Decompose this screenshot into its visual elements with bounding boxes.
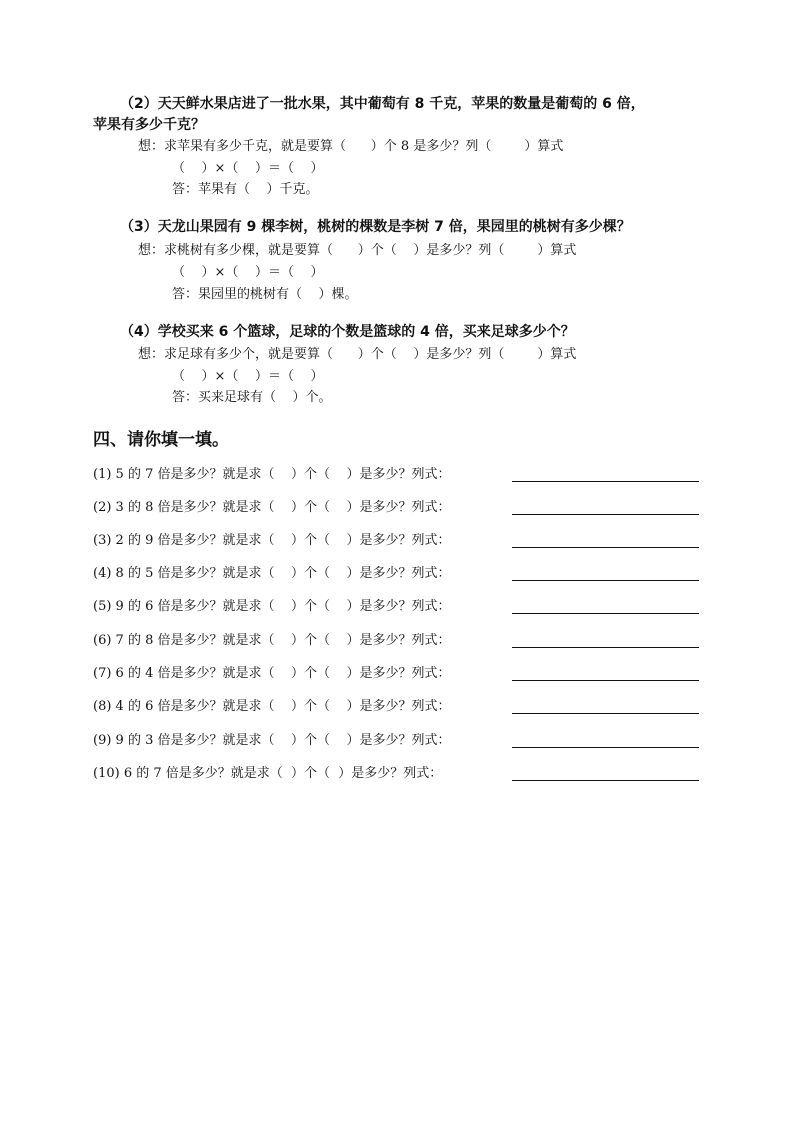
answer-blank[interactable] (512, 780, 699, 781)
q2-title-line1: （2）天天鲜水果店进了一批水果，其中葡萄有 8 千克，苹果的数量是葡萄的 6 倍， (120, 96, 645, 112)
q3-formula: （ ）×（ ）＝（ ） (172, 265, 324, 280)
fill-item: (8) 4 的 6 倍是多少？就是求（ ）个（ ）是多少？列式： (93, 699, 451, 714)
q3-title-line1: （3）天龙山果园有 9 棵李树，桃树的棵数是李树 7 倍，果园里的桃树有多少棵？ (120, 219, 631, 235)
fill-item: (7) 6 的 4 倍是多少？就是求（ ）个（ ）是多少？列式： (93, 666, 451, 681)
q2-think: 想：求苹果有多少千克，就是要算（ ）个 8 是多少？列（ ）算式 (138, 139, 564, 154)
fill-item: (2) 3 的 8 倍是多少？就是求（ ）个（ ）是多少？列式： (93, 500, 451, 515)
answer-blank[interactable] (512, 580, 699, 581)
fill-item: (10) 6 的 7 倍是多少？就是求（ ）个（ ）是多少？列式： (93, 766, 443, 781)
q4-answer: 答：买来足球有（ ）个。 (172, 390, 332, 405)
fill-item: (1) 5 的 7 倍是多少？就是求（ ）个（ ）是多少？列式： (93, 467, 451, 482)
answer-blank[interactable] (512, 713, 699, 714)
answer-blank[interactable] (512, 547, 699, 548)
fill-item: (9) 9 的 3 倍是多少？就是求（ ）个（ ）是多少？列式： (93, 733, 451, 748)
answer-blank[interactable] (512, 680, 699, 681)
q3-think: 想：求桃树有多少棵，就是要算（ ）个（ ）是多少？列（ ）算式 (138, 243, 577, 258)
q2-formula: （ ）×（ ）＝（ ） (172, 161, 324, 176)
answer-blank[interactable] (512, 647, 699, 648)
q4-think: 想：求足球有多少个，就是要算（ ）个（ ）是多少？列（ ）算式 (138, 347, 577, 362)
section4-title: 四、请你填一填。 (93, 430, 229, 450)
answer-blank[interactable] (512, 481, 699, 482)
fill-item: (5) 9 的 6 倍是多少？就是求（ ）个（ ）是多少？列式： (93, 599, 451, 614)
answer-blank[interactable] (512, 613, 699, 614)
fill-item: (4) 8 的 5 倍是多少？就是求（ ）个（ ）是多少？列式： (93, 566, 451, 581)
q4-title-line1: （4）学校买来 6 个篮球，足球的个数是篮球的 4 倍，买来足球多少个？ (120, 324, 575, 340)
answer-blank[interactable] (512, 747, 699, 748)
q3-answer: 答：果园里的桃树有（ ）棵。 (172, 287, 358, 302)
q2-answer: 答：苹果有（ ）千克。 (172, 182, 319, 197)
answer-blank[interactable] (512, 514, 699, 515)
q2-title-line2: 苹果有多少千克？ (93, 117, 205, 133)
q4-formula: （ ）×（ ）＝（ ） (172, 369, 324, 384)
fill-item: (6) 7 的 8 倍是多少？就是求（ ）个（ ）是多少？列式： (93, 633, 451, 648)
fill-item: (3) 2 的 9 倍是多少？就是求（ ）个（ ）是多少？列式： (93, 533, 451, 548)
